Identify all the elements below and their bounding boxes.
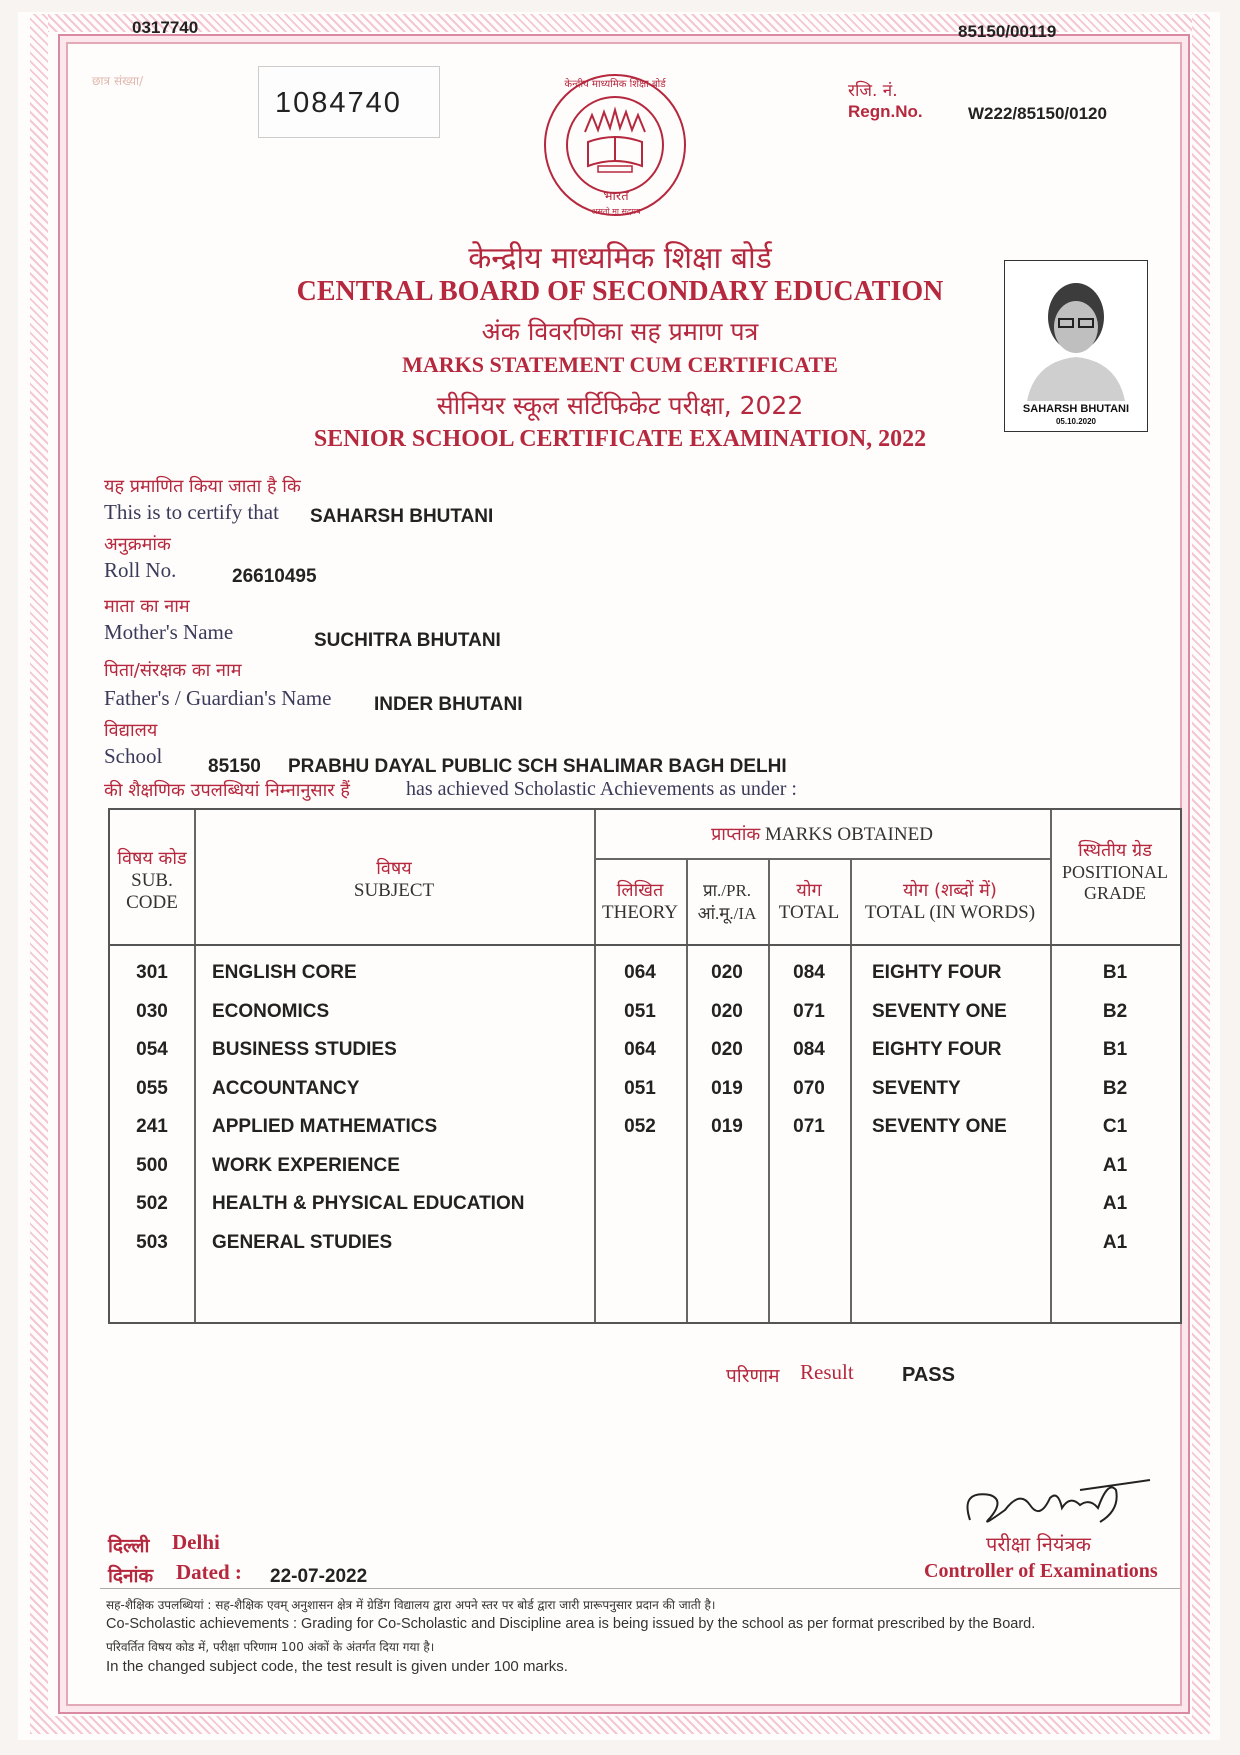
cell-subject: GENERAL STUDIES [212,1231,393,1253]
cell-words: SEVENTY ONE [872,1000,1007,1022]
controller-label: Controller of Examinations [924,1560,1158,1582]
exam-title: SENIOR SCHOOL CERTIFICATE EXAMINATION, 2022 [313,426,927,452]
header-sub-code-line1: SUB. [131,870,173,891]
cell-words: EIGHTY FOUR [872,1039,1002,1060]
date-value: 22-07-2022 [270,1566,368,1587]
school-label: School [104,744,163,768]
table-row [110,1078,1180,1116]
faded-stamp [92,72,242,112]
header-ia-line2: आं.मू./IA [697,904,757,923]
table-row [110,1193,1180,1231]
cell-subject: BUSINESS STUDIES [212,1039,397,1060]
exam-title-hindi: सीनियर स्कूल सर्टिफिकेट परीक्षा, 2022 [436,391,804,420]
mother-name: SUCHITRA BHUTANI [314,630,501,651]
cell-grade: A1 [1102,1231,1128,1253]
cell-subject: HEALTH & PHYSICAL EDUCATION [212,1193,525,1214]
header-ia-line1: प्रा./PR. [702,881,752,900]
header-theory-hindi: लिखित [616,880,664,901]
header-total-words [850,878,1050,924]
place-label: Delhi [172,1530,220,1554]
header-theory-label: THEORY [602,902,678,923]
cell-grade: B1 [1102,962,1128,983]
note-2-hindi: परिवर्तित विषय कोड में, परीक्षा परिणाम 100 अंकों के अंतर्गत दिया गया है। [106,1640,435,1654]
student-name: SAHARSH BHUTANI [310,506,494,527]
cell-code: 500 [136,1154,168,1176]
cell-code: 241 [136,1116,168,1137]
border-band-right [1192,14,1210,1734]
cell-theory: 064 [624,962,656,983]
school-name: PRABHU DAYAL PUBLIC SCH SHALIMAR BAGH DELHI [288,756,787,777]
header-ia [686,878,768,924]
father-label-hindi: पिता/संरक्षक का नाम [104,660,242,681]
header-total-hindi: योग [796,880,822,901]
cell-grade: C1 [1102,1116,1128,1137]
border-band-left [30,14,48,1734]
cell-ia: 020 [711,1000,743,1022]
father-name: INDER BHUTANI [374,694,523,715]
header-total-words-hindi: योग (शब्दों में) [903,880,997,901]
dated-label-hindi: दिनांक [108,1565,154,1587]
cell-code: 301 [136,962,168,983]
student-photo-icon [1005,261,1147,401]
cell-subject: WORK EXPERIENCE [212,1154,400,1176]
header-subject-label: SUBJECT [353,880,435,901]
cell-grade: B2 [1102,1077,1128,1099]
school-label-hindi: विद्यालय [104,720,158,741]
logo-bottom-text: भारत [603,189,629,204]
cell-total: 084 [793,1039,825,1060]
cell-code: 055 [136,1077,168,1099]
cell-ia: 019 [711,1116,743,1137]
cell-total: 071 [793,1000,825,1022]
header-total-words-label: TOTAL (IN WORDS) [864,902,1036,923]
header-grade-hindi: स्थितीय ग्रेड [1078,840,1152,861]
header-marks-obtained [594,822,1050,846]
cell-grade: A1 [1102,1193,1128,1214]
header-grade [1050,838,1180,904]
certificate-number-box [258,66,440,138]
result-label-hindi: परिणाम [726,1365,780,1387]
mother-label-hindi: माता का नाम [104,596,190,617]
achieved-label-hindi: की शैक्षणिक उपलब्धियां निम्नानुसार हैं [104,780,350,801]
cell-code: 502 [136,1193,168,1214]
cbse-logo [540,70,690,220]
cell-subject: ECONOMICS [212,1000,330,1022]
cell-code: 054 [136,1039,168,1060]
cell-words: SEVENTY [872,1077,961,1099]
result-label: Result [800,1360,854,1384]
header-grade-line1: POSITIONAL [1062,862,1168,882]
cell-total: 071 [793,1116,825,1137]
cell-code: 030 [136,1000,168,1022]
note-2: In the changed subject code, the test result is given under 100 marks. [106,1658,568,1675]
controller-label-hindi: परीक्षा नियंत्रक [986,1532,1091,1556]
header-sub-code-hindi: विषय कोड [117,848,187,869]
cell-subject: APPLIED MATHEMATICS [212,1116,438,1137]
board-name-hindi: केन्द्रीय माध्यमिक शिक्षा बोर्ड [468,241,772,276]
title-hindi: अंक विवरणिका सह प्रमाण पत्र [481,317,759,346]
table-row [110,1001,1180,1039]
cell-theory: 051 [624,1077,656,1099]
cell-subject: ACCOUNTANCY [212,1077,360,1099]
logo-motto: असतो मा सद्गमय [591,207,641,216]
logo-ring-text: केन्द्रीय माध्यमिक शिक्षा बोर्ड [564,79,666,90]
header-sub-code-line2: CODE [126,892,178,913]
cell-grade: B2 [1102,1000,1128,1022]
reference-number: 85150/00119 [958,22,1057,41]
place-label-hindi: दिल्ली [108,1535,150,1557]
note-1-hindi: सह-शैक्षिक उपलब्धियां : सह-शैक्षिक एवम् अनुशासन क्षेत्र में ग्रेडिंग विद्यालय द्वारा अपने स्तर पर बोर्ड द्वारा जारी प्रारूपनुसार प्रदान की जाती है। [106,1598,716,1612]
certificate-number: 1084740 [275,87,402,119]
header-total-label: TOTAL [778,902,840,923]
signature [950,1450,1170,1540]
table-row [110,1155,1180,1193]
cell-theory: 064 [624,1039,656,1060]
photo-caption-name: SAHARSH BHUTANI [1022,403,1130,415]
achieved-label: has achieved Scholastic Achievements as under : [406,778,797,800]
marks-table [108,808,1182,1324]
cell-total: 084 [793,962,825,983]
mother-label: Mother's Name [104,620,234,644]
header-subject-hindi: विषय [376,858,412,879]
cell-total: 070 [793,1077,825,1099]
table-row [110,1116,1180,1154]
dated-label: Dated : [176,1560,242,1584]
board-name: CENTRAL BOARD OF SECONDARY EDUCATION [296,276,944,307]
cell-words: SEVENTY ONE [872,1116,1007,1137]
notes-divider [100,1588,1180,1589]
row-divider [594,858,1050,860]
school-code: 85150 [208,756,261,777]
regn-label: Regn.No. [848,102,923,121]
stamp-label: छात्र संख्या/ [92,74,144,88]
cell-ia: 020 [711,962,743,983]
cell-ia: 019 [711,1077,743,1099]
header-total [768,878,850,924]
serial-number: 0317740 [132,18,199,37]
certify-label-hindi: यह प्रमाणित किया जाता है कि [104,476,301,497]
header-theory [594,878,686,924]
roll-number: 26610495 [232,566,317,587]
table-row [110,1039,1180,1077]
cell-theory: 051 [624,1000,656,1022]
cell-grade: A1 [1102,1154,1128,1176]
header-marks-label: MARKS OBTAINED [765,824,933,845]
cell-subject: ENGLISH CORE [212,962,357,983]
note-1: Co-Scholastic achievements : Grading for Co-Scholastic and Discipline area is being issued by the school as per format prescribed by the Board. [106,1616,1036,1632]
header-subject [194,856,594,902]
roll-label-hindi: अनुक्रमांक [104,534,171,555]
header-sub-code [110,846,194,914]
header-marks-hindi: प्राप्तांक [711,824,761,845]
table-row [110,1232,1180,1270]
result-value: PASS [902,1364,955,1386]
student-photo [1004,260,1148,432]
father-label: Father's / Guardian's Name [104,686,332,710]
cell-code: 503 [136,1231,168,1253]
cell-ia: 020 [711,1039,743,1060]
regn-label-hindi: रजि. नं. [848,81,898,101]
table-row [110,962,1180,1000]
certify-label: This is to certify that [104,500,279,524]
photo-caption-date: 05.10.2020 [1055,417,1097,426]
cell-theory: 052 [624,1116,656,1137]
document-title: MARKS STATEMENT CUM CERTIFICATE [402,352,838,377]
border-band-bottom [30,1716,1210,1734]
cell-words: EIGHTY FOUR [872,962,1002,983]
regn-value: W222/85150/0120 [968,104,1107,123]
signature-icon [950,1450,1170,1540]
header-grade-line2: GRADE [1084,883,1146,903]
roll-label: Roll No. [104,558,177,582]
cell-grade: B1 [1102,1039,1128,1060]
header-divider [110,944,1180,946]
